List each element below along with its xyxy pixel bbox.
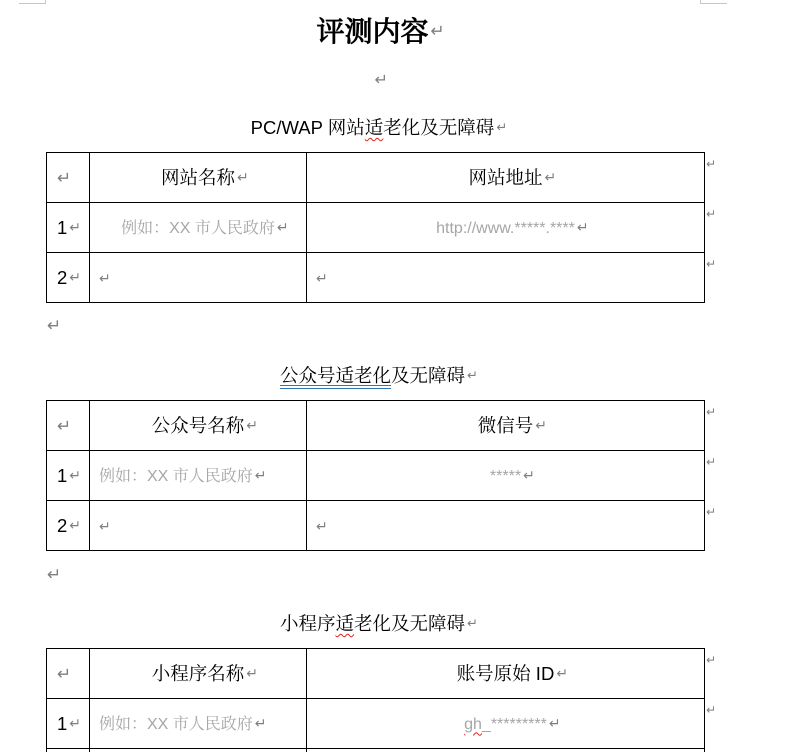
paragraph-mark-icon: ↵ xyxy=(544,169,557,186)
paragraph-mark-icon: ↵ xyxy=(430,21,445,42)
paragraph-mark-icon: ↵ xyxy=(316,518,328,535)
heading-text xyxy=(279,364,478,388)
table-header-row xyxy=(47,649,705,699)
table-row xyxy=(47,501,705,551)
paragraph-mark-icon: ↵ xyxy=(548,715,561,732)
crop-mark-top-right xyxy=(700,0,727,4)
website-url-cell[interactable] xyxy=(307,253,717,303)
paragraph-mark-icon: ↵ xyxy=(496,120,508,136)
cell-text xyxy=(121,215,289,241)
cell-text xyxy=(456,662,569,686)
cell-text xyxy=(464,711,561,737)
paragraph-mark-icon: ↵ xyxy=(374,70,388,89)
wechat-id-cell[interactable] xyxy=(307,501,717,551)
mini-program-table xyxy=(46,648,717,752)
website-name-cell[interactable] xyxy=(90,253,307,303)
table-row xyxy=(47,253,705,303)
row-index: 1 xyxy=(57,464,68,486)
row-index: 2 xyxy=(57,514,68,536)
table-header-row xyxy=(47,153,705,203)
cell-text xyxy=(468,166,557,190)
section-heading-mini-program[interactable] xyxy=(45,612,700,636)
placeholder-text: _********* xyxy=(481,715,547,733)
header-cell-account-name[interactable] xyxy=(90,401,307,451)
spelling-flagged-word: 适 xyxy=(364,117,384,138)
row-index: 1 xyxy=(57,712,68,734)
paragraph-mark-icon: ↵ xyxy=(316,270,328,287)
row-index: 2 xyxy=(57,266,68,288)
header-cell-index[interactable] xyxy=(47,649,90,699)
placeholder-text: 例如：XX 市人民政府 xyxy=(99,467,253,485)
table-row-partial xyxy=(47,749,705,752)
row-end-mark-icon: ↵ xyxy=(706,207,717,221)
heading-text xyxy=(279,612,478,636)
paragraph-mark-icon: ↵ xyxy=(523,467,535,484)
paragraph-mark-icon: ↵ xyxy=(69,517,82,534)
cell-text xyxy=(57,266,82,290)
row-end-mark-icon: ↵ xyxy=(706,157,717,171)
paragraph-mark-icon: ↵ xyxy=(467,616,478,632)
spelling-flagged-word: gh xyxy=(464,715,482,733)
heading-segment: PC/WAP 网站 xyxy=(250,117,365,138)
row-end-mark-icon: ↵ xyxy=(706,505,717,519)
empty-paragraph[interactable] xyxy=(47,566,61,586)
mini-program-name-cell[interactable] xyxy=(90,699,307,749)
placeholder-text: 例如：XX 市人民政府 xyxy=(99,715,253,733)
cell-text xyxy=(489,463,535,489)
cell-text xyxy=(99,463,267,489)
paragraph-mark-icon: ↵ xyxy=(246,665,258,682)
heading-segment: 老化及无障碍 xyxy=(354,613,466,634)
paragraph-mark-icon: ↵ xyxy=(69,467,82,484)
table-row xyxy=(47,699,705,749)
paragraph-mark-icon: ↵ xyxy=(69,715,82,732)
cell-text xyxy=(151,662,258,686)
placeholder-text: 例如：XX 市人民政府 xyxy=(121,219,275,237)
document-title xyxy=(316,14,445,50)
header-cell-mini-program-name[interactable] xyxy=(90,649,307,699)
row-end-mark-icon: ↵ xyxy=(706,257,717,271)
paragraph-mark-icon: ↵ xyxy=(556,665,569,682)
empty-paragraph[interactable] xyxy=(45,70,700,90)
cell-text xyxy=(57,514,82,538)
row-index-cell[interactable] xyxy=(47,749,90,752)
header-label: 网站地址 xyxy=(468,166,543,188)
paragraph-mark-icon: ↵ xyxy=(99,270,111,287)
header-label: 公众号名称 xyxy=(151,414,245,436)
heading-text xyxy=(250,116,508,140)
cell-text xyxy=(99,711,267,737)
grammar-flagged-phrase: 公众号适老化 xyxy=(279,365,391,386)
website-name-cell[interactable] xyxy=(90,203,307,253)
paragraph-mark-icon: ↵ xyxy=(576,219,589,236)
table-row xyxy=(47,451,705,501)
crop-mark-top-left xyxy=(19,0,46,4)
placeholder-text: http://www.*****.**** xyxy=(436,219,575,237)
row-index-cell[interactable] xyxy=(47,699,90,749)
header-cell-website-name[interactable] xyxy=(90,153,307,203)
row-index-cell[interactable] xyxy=(47,451,90,501)
document-title-text: 评测内容 xyxy=(316,16,429,47)
cell-text xyxy=(477,414,547,438)
original-id-cell[interactable] xyxy=(307,699,717,749)
row-end-mark-icon: ↵ xyxy=(706,455,717,469)
cell-text xyxy=(57,464,82,488)
website-table xyxy=(46,152,717,303)
spelling-flagged-word: 适 xyxy=(335,613,354,634)
paragraph-mark-icon: ↵ xyxy=(47,565,62,585)
cell-text xyxy=(57,216,82,240)
header-label: 网站名称 xyxy=(160,166,235,188)
paragraph-mark-icon: ↵ xyxy=(254,467,267,484)
table-header-row xyxy=(47,401,705,451)
paragraph-mark-icon: ↵ xyxy=(69,269,82,286)
website-url-cell[interactable] xyxy=(307,203,717,253)
row-end-mark-icon: ↵ xyxy=(706,405,717,419)
paragraph-mark-icon: ↵ xyxy=(47,316,62,336)
heading-segment: 及无障碍 xyxy=(391,365,466,386)
header-cell-index[interactable] xyxy=(47,401,90,451)
row-index-cell[interactable] xyxy=(47,203,90,253)
row-end-mark-icon: ↵ xyxy=(706,653,717,667)
section-heading-official-account[interactable] xyxy=(45,364,700,388)
cell-text xyxy=(57,712,82,736)
heading-segment: 小程序 xyxy=(279,613,336,634)
cell-text xyxy=(151,414,258,438)
paragraph-mark-icon: ↵ xyxy=(276,219,289,236)
mini-program-name-cell[interactable] xyxy=(90,749,307,752)
wechat-id-cell[interactable] xyxy=(307,451,717,501)
header-cell-index[interactable] xyxy=(47,153,90,203)
paragraph-mark-icon: ↵ xyxy=(57,168,72,189)
document-title-paragraph[interactable] xyxy=(45,14,700,50)
paragraph-mark-icon: ↵ xyxy=(535,417,547,434)
row-index-cell[interactable] xyxy=(47,501,90,551)
row-end-mark-icon: ↵ xyxy=(706,703,717,717)
header-label: 微信号 xyxy=(477,414,534,436)
empty-paragraph[interactable] xyxy=(47,317,61,337)
header-cell-wechat-id[interactable] xyxy=(307,401,717,451)
row-index-cell[interactable] xyxy=(47,253,90,303)
paragraph-mark-icon: ↵ xyxy=(246,417,258,434)
cell-text xyxy=(160,166,249,190)
header-cell-original-id[interactable] xyxy=(307,649,717,699)
heading-segment: 老化及无障碍 xyxy=(383,117,495,138)
account-name-cell[interactable] xyxy=(90,451,307,501)
account-name-cell[interactable] xyxy=(90,501,307,551)
official-account-table xyxy=(46,400,717,551)
row-index: 1 xyxy=(57,216,68,238)
paragraph-mark-icon: ↵ xyxy=(237,169,249,186)
paragraph-mark-icon: ↵ xyxy=(467,368,478,384)
table-row xyxy=(47,203,705,253)
placeholder-text: ***** xyxy=(489,467,522,485)
cell-text xyxy=(436,215,589,241)
section-heading-website[interactable] xyxy=(45,116,700,140)
paragraph-mark-icon: ↵ xyxy=(99,518,111,535)
header-label: 小程序名称 xyxy=(151,662,245,684)
header-cell-website-url[interactable] xyxy=(307,153,717,203)
paragraph-mark-icon: ↵ xyxy=(254,715,267,732)
header-label: 账号原始 ID xyxy=(456,662,555,684)
original-id-cell[interactable] xyxy=(307,749,705,752)
paragraph-mark-icon: ↵ xyxy=(57,664,72,685)
paragraph-mark-icon: ↵ xyxy=(57,416,72,437)
paragraph-mark-icon: ↵ xyxy=(69,219,82,236)
